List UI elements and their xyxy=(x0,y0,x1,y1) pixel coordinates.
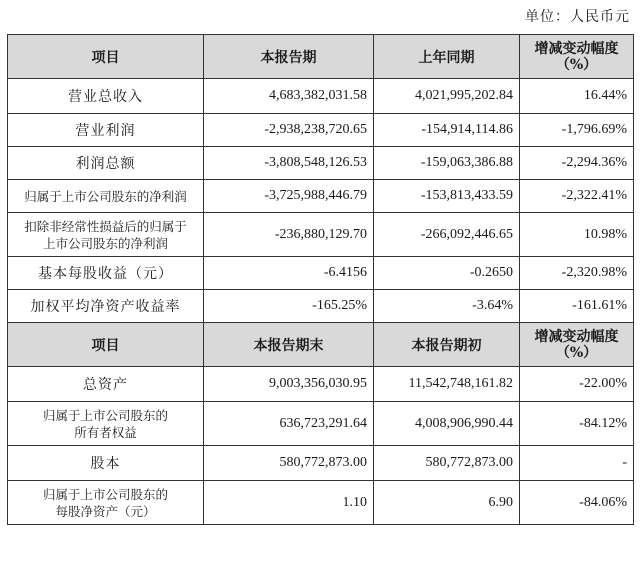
cell-current: 9,003,356,030.95 xyxy=(204,367,374,402)
cell-prior: 4,008,906,990.44 xyxy=(374,402,520,446)
cell-change: -2,320.98% xyxy=(520,257,634,290)
cell-change: - xyxy=(520,446,634,481)
header-change-line2: （%） xyxy=(555,344,598,361)
table-row xyxy=(8,402,634,446)
header-item: 项目 xyxy=(8,35,204,79)
header-change-line2: （%） xyxy=(555,56,598,73)
cell-current: -236,880,129.70 xyxy=(204,213,374,257)
header-current-period: 本报告期 xyxy=(204,35,374,79)
cell-change: -1,796.69% xyxy=(520,114,634,147)
table-row xyxy=(8,79,634,114)
row-label-line1: 归属于上市公司股东的 xyxy=(42,486,168,502)
cell-prior: 580,772,873.00 xyxy=(374,446,520,481)
cell-current: 580,772,873.00 xyxy=(204,446,374,481)
row-label xyxy=(8,213,204,257)
cell-change: 10.98% xyxy=(520,213,634,257)
cell-change: -84.12% xyxy=(520,402,634,446)
cell-current: -3,808,548,126.53 xyxy=(204,147,374,180)
cell-prior: -0.2650 xyxy=(374,257,520,290)
row-label: 利润总额 xyxy=(8,147,204,180)
cell-prior: -266,092,446.65 xyxy=(374,213,520,257)
header-change-line1: 增减变动幅度 xyxy=(534,328,619,345)
header-change-pct xyxy=(520,323,634,367)
cell-prior: -154,914,114.86 xyxy=(374,114,520,147)
cell-prior: -3.64% xyxy=(374,290,520,323)
row-label-line1: 扣除非经常性损益后的归属于 xyxy=(24,218,187,234)
row-label xyxy=(8,481,204,525)
table-row xyxy=(8,257,634,290)
row-label: 总资产 xyxy=(8,367,204,402)
row-label: 营业总收入 xyxy=(8,79,204,114)
cell-current: 4,683,382,031.58 xyxy=(204,79,374,114)
cell-current: 636,723,291.64 xyxy=(204,402,374,446)
header-prior-period: 上年同期 xyxy=(374,35,520,79)
row-label: 股本 xyxy=(8,446,204,481)
cell-current: 1.10 xyxy=(204,481,374,525)
cell-prior: -153,813,433.59 xyxy=(374,180,520,213)
header-change-pct xyxy=(520,35,634,79)
cell-current: -2,938,238,720.65 xyxy=(204,114,374,147)
cell-change: 16.44% xyxy=(520,79,634,114)
cell-current: -6.4156 xyxy=(204,257,374,290)
cell-change: -2,294.36% xyxy=(520,147,634,180)
row-label xyxy=(8,402,204,446)
table-row xyxy=(8,213,634,257)
cell-prior: 11,542,748,161.82 xyxy=(374,367,520,402)
cell-change: -22.00% xyxy=(520,367,634,402)
cell-current: -3,725,988,446.79 xyxy=(204,180,374,213)
cell-current: -165.25% xyxy=(204,290,374,323)
cell-change: -161.61% xyxy=(520,290,634,323)
row-label: 基本每股收益（元） xyxy=(8,257,204,290)
table-header-row xyxy=(8,323,634,367)
row-label: 营业利润 xyxy=(8,114,204,147)
cell-prior: -159,063,386.88 xyxy=(374,147,520,180)
cell-prior: 4,021,995,202.84 xyxy=(374,79,520,114)
header-period-end: 本报告期末 xyxy=(204,323,374,367)
row-label-line1: 归属于上市公司股东的 xyxy=(42,407,168,423)
unit-label: 单位：人民币元 xyxy=(525,9,630,25)
cell-change: -2,322.41% xyxy=(520,180,634,213)
header-item: 项目 xyxy=(8,323,204,367)
table-row xyxy=(8,114,634,147)
header-change-line1: 增减变动幅度 xyxy=(534,40,619,57)
header-period-start: 本报告期初 xyxy=(374,323,520,367)
table-row xyxy=(8,180,634,213)
row-label: 归属于上市公司股东的净利润 xyxy=(8,180,204,213)
table-header-row xyxy=(8,35,634,79)
table-row xyxy=(8,446,634,481)
row-label-line2: 所有者权益 xyxy=(74,424,137,440)
table-row xyxy=(8,290,634,323)
table-row xyxy=(8,367,634,402)
cell-change: -84.06% xyxy=(520,481,634,525)
row-label: 加权平均净资产收益率 xyxy=(8,290,204,323)
financial-summary-table xyxy=(7,34,634,525)
table-row xyxy=(8,147,634,180)
row-label-line2: 每股净资产（元） xyxy=(55,503,156,519)
cell-prior: 6.90 xyxy=(374,481,520,525)
table-row xyxy=(8,481,634,525)
row-label-line2: 上市公司股东的净利润 xyxy=(42,235,168,251)
